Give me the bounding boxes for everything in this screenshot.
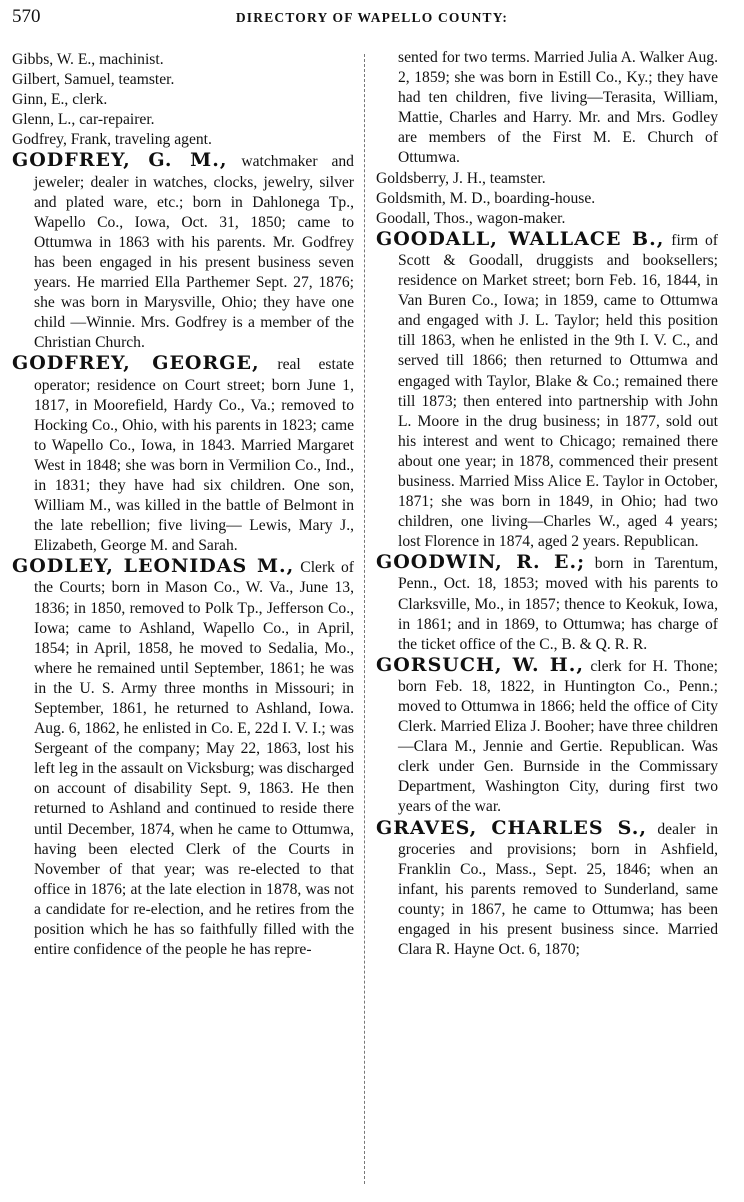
directory-entry: Gilbert, Samuel, teamster. [12, 71, 175, 89]
page-header [12, 4, 732, 32]
directory-entry: Goldsberry, J. H., teamster. [376, 169, 546, 187]
biography-entry [376, 655, 718, 818]
biography-name: GODFREY, G. M., [12, 149, 228, 172]
right-column [376, 48, 718, 960]
biography-name: GODLEY, LEONIDAS M., [12, 555, 295, 578]
biography-name: GODFREY, GEORGE, [12, 352, 260, 375]
biography-entry [12, 353, 354, 556]
biography-entry [376, 552, 718, 654]
biography-name: GOODWIN, R. E.; [376, 551, 586, 574]
directory-entry: Goldsmith, M. D., boarding-house. [376, 189, 596, 207]
column-divider [364, 54, 365, 1184]
directory-entry: Ginn, E., clerk. [12, 91, 108, 109]
biography-name: GOODALL, WALLACE B., [376, 227, 665, 250]
biography-entry [376, 229, 718, 553]
biography-entry [376, 818, 718, 961]
directory-entry: Gibbs, W. E., machinist. [12, 51, 164, 68]
directory-entry: Goodall, Thos., wagon-maker. [376, 209, 566, 227]
biography-text: firm of Scott & Goodall, druggists and booksellers; residence on Market street; born Feb. 16, 1844, in Van Buren Co., Iowa; in 1859, came to Ottumwa and engaged with J. L. Taylor; held this position till 1863, when he enlisted in the 9th I. V. C., and served till 1866; then returned to Ottumwa and engaged with Taylor, Blake & Co.; remained there till 1873; then entered into partnership with John L. Moore in the drug business; in 1877, sold out his interest and went to Chicago; remained there about one year; in 1878, commenced their present business. Married Miss Alice E. Taylor in October, 1871; she was born in 1849, in Ohio; had two children, one living—Charles W., aged 4 years; lost Florence in 1874, aged 2 years. Republican. [398, 231, 718, 551]
biography-text: clerk for H. Thone; born Feb. 18, 1822, in Huntington Co., Penn.; moved to Ottumwa in 1866; held the office of City Clerk. Married Eliza J. Booher; have three children—Clara M., Jennie and Gertie. Republican. Was clerk under Gen. Burnside in the Commissary Department, Washington City, during first two years of the war. [398, 657, 718, 816]
biography-text: Clerk of the Courts; born in Mason Co., W. Va., June 13, 1836; in 1850, removed to Polk Tp., Jefferson Co., Iowa; came to Ashland, Wapello Co., in April, 1854; in April, 1858, he moved to Sedalia, Mo., where he remained until September, 1861; he was in the U. S. Army three months in Missouri; in September, 1861, he returned to Ashland, Iowa. Aug. 6, 1862, he enlisted in Co. E, 22d I. V. I.; was Sergeant of the company; May 22, 1863, lost his left leg in the assault on Vicksburg; was discharged on account of disability Sept. 9, 1863. He then returned to Ashland and continued to reside there until December, 1874, when he came to Ottumwa, having been elected Clerk of the Courts in November of that year; was re-elected to that office in 1876; at the late election in 1878, was not a candidate for re-election, and he retires from the position which he has so faithfully filled with the entire confidence of the people he has repre- [34, 559, 354, 959]
biography-text: real estate operator; residence on Court street; born June 1, 1817, in Moorefield, Hardy Co., Va.; removed to Hocking Co., Ohio, with his parents in 1823; came to Wapello Co., Iowa, in 1843. Married Margaret West in 1848; she was born in Vermilion Co., Ind., in 1831; they have had six children. One son, William M., was killed in the battle of Belmont in the late rebellion; five living— Lewis, Mary J., Elizabeth, George M. and Sarah. [34, 356, 355, 555]
left-column [12, 50, 354, 960]
biography-entry [12, 150, 354, 353]
directory-entry: Glenn, L., car-repairer. [12, 111, 155, 129]
directory-entry: Godfrey, Frank, traveling agent. [12, 131, 212, 149]
biography-text: born in Tarentum, Penn., Oct. 18, 1853; moved with his parents to Clarksville, Mo., in 1857; thence to Keokuk, Iowa, in 1861; and in 1869, to Ottumwa; has charge of the ticket office of the C., B. & Q. R. R. [398, 555, 718, 653]
biography-name: GRAVES, CHARLES S., [376, 816, 647, 839]
biography-entry [12, 556, 354, 960]
biography-continuation: sented for two terms. Married Julia A. Walker Aug. 2, 1859; she was born in Estill Co., Ky.; they have had ten children, five living—Terasita, William, Mattie, Charles and Harry. Mr. and Mrs. Godley are members of the First M. E. Church of Ottumwa. [398, 49, 718, 167]
page-number: 570 [12, 6, 41, 27]
biography-name: GORSUCH, W. H., [376, 653, 584, 676]
biography-text: watchmaker and jeweler; dealer in watches, clocks, jewelry, silver and plated ware, etc.; born in Dahlonega Tp., Wapello Co., Iowa, Oct. 31, 1850; came to Ottumwa in 1863 with his parents. Mr. Godfrey has been engaged in his present business seven years. He married Ella Parthemer Sept. 27, 1876; she was born in Marysville, Ohio; they have one child —Winnie. Mrs. Godfrey is a member of the Christian Church. [34, 153, 354, 352]
running-title: DIRECTORY OF WAPELLO COUNTY: [235, 10, 509, 25]
biography-text: dealer in groceries and provisions; born in Ashfield, Franklin Co., Mass., Sept. 25, 1846; when an infant, his parents removed to Sunderland, same county; in 1867, he came to Ottumwa; has been engaged in his present business since. Married Clara R. Hayne Oct. 6, 1870; [398, 820, 718, 959]
